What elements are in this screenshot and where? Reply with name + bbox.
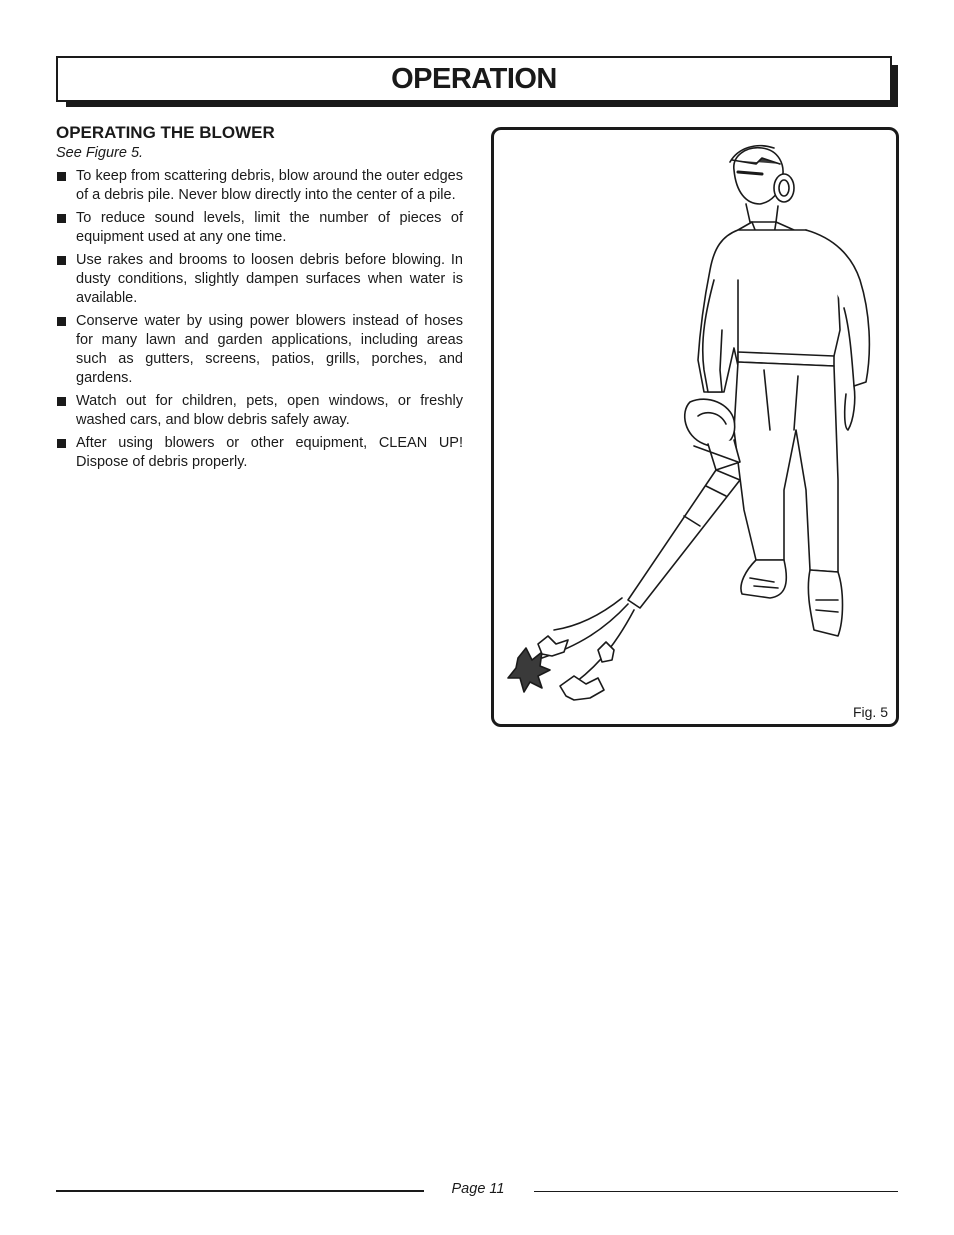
square-bullet-icon <box>57 439 66 448</box>
list-item-text: Watch out for children, pets, open windows, or freshly washed cars, and blow debris safely away. <box>76 393 463 428</box>
list-item <box>56 167 463 205</box>
section-heading: OPERATING THE BLOWER <box>56 123 275 142</box>
footer-rule-left <box>56 1190 424 1192</box>
figure-caption: Fig. 5 <box>852 704 888 720</box>
list-item <box>56 209 463 247</box>
square-bullet-icon <box>57 214 66 223</box>
page-number: Page 11 <box>451 1181 505 1197</box>
bullet-list <box>56 167 463 472</box>
square-bullet-icon <box>57 397 66 406</box>
footer-rule-right <box>534 1191 898 1192</box>
figure-reference: See Figure 5. <box>56 145 144 161</box>
list-item-text: Conserve water by using power blowers instead of hoses for many lawn and garden applications, including areas such as gutters, screens, patios, grills, porches, and gardens. <box>76 313 463 386</box>
list-item-text: Use rakes and brooms to loosen debris before blowing. In dusty conditions, slightly dampen surfaces when water is available. <box>76 252 463 306</box>
person-using-leaf-blower-illustration <box>494 130 896 724</box>
page-title: OPERATION <box>391 62 557 95</box>
list-item-text: After using blowers or other equipment, CLEAN UP! Dispose of debris properly. <box>76 435 463 470</box>
list-item <box>56 312 463 388</box>
square-bullet-icon <box>57 256 66 265</box>
list-item-text: To reduce sound levels, limit the number of pieces of equipment used at any one time. <box>76 210 463 245</box>
list-item <box>56 434 463 472</box>
title-banner <box>56 56 892 102</box>
list-item-text: To keep from scattering debris, blow around the outer edges of a debris pile. Never blow directly into the center of a pile. <box>76 168 463 203</box>
square-bullet-icon <box>57 317 66 326</box>
instructions-column <box>56 122 463 476</box>
list-item <box>56 251 463 308</box>
list-item <box>56 392 463 430</box>
figure-5-frame <box>491 127 899 727</box>
square-bullet-icon <box>57 172 66 181</box>
